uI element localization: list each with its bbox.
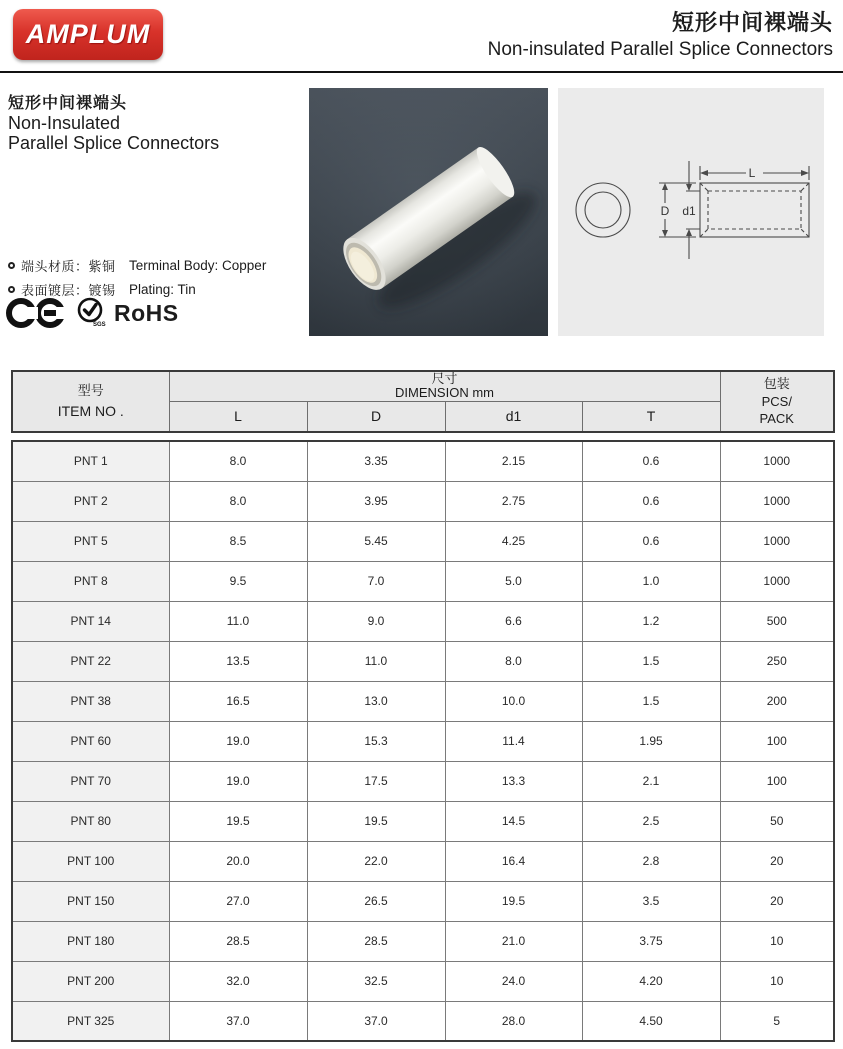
pack-cell: 10	[720, 961, 834, 1001]
pack-cell: 5	[720, 1001, 834, 1041]
pack-en-line1: PCS/	[761, 393, 792, 409]
dim-L-cell: 20.0	[169, 841, 307, 881]
splice-connector-photo	[309, 88, 548, 336]
item-no-cell: PNT 200	[12, 961, 169, 1001]
dim-d1-cell: 2.75	[445, 481, 582, 521]
dim-L-cell: 13.5	[169, 641, 307, 681]
dim-L-cell: 9.5	[169, 561, 307, 601]
diagram-inner-circle	[585, 192, 621, 228]
dim-D-cell: 32.5	[307, 961, 445, 1001]
diagram-label-L: L	[748, 166, 756, 180]
sgs-mark-text: SGS	[93, 322, 106, 328]
intro-text-block	[0, 88, 309, 336]
dim-L-cell: 8.5	[169, 521, 307, 561]
dim-L-cell: 32.0	[169, 961, 307, 1001]
dim-d1-cell: 5.0	[445, 561, 582, 601]
dim-L-cell: 37.0	[169, 1001, 307, 1041]
dim-d1-cell: 21.0	[445, 921, 582, 961]
item-no-cell: PNT 2	[12, 481, 169, 521]
dim-d1-cell: 6.6	[445, 601, 582, 641]
table-row	[12, 721, 834, 761]
table-row	[12, 841, 834, 881]
column-header-pack	[720, 371, 834, 432]
dimension-en: DIMENSION mm	[395, 385, 494, 401]
dim-T-cell: 2.1	[582, 761, 720, 801]
table-row	[12, 601, 834, 641]
diagram-label-d1: d1	[682, 204, 696, 218]
item-no-cell: PNT 60	[12, 721, 169, 761]
spec-plating-en: Plating: Tin	[129, 282, 196, 297]
dim-D-cell: 19.5	[307, 801, 445, 841]
product-title-en-line2: Parallel Splice Connectors	[8, 133, 220, 154]
column-header-dimension	[169, 371, 720, 401]
dimension-diagram	[558, 88, 824, 336]
column-header-T: T	[582, 401, 720, 432]
dim-D-cell: 3.35	[307, 441, 445, 481]
sgs-mark-icon	[74, 296, 108, 330]
page-header	[0, 0, 843, 73]
item-no-en: ITEM NO .	[57, 402, 124, 419]
dim-D-cell: 26.5	[307, 881, 445, 921]
dim-D-cell: 15.3	[307, 721, 445, 761]
pack-cell: 20	[720, 881, 834, 921]
dim-T-cell: 4.20	[582, 961, 720, 1001]
dim-T-cell: 3.75	[582, 921, 720, 961]
dim-d1-cell: 14.5	[445, 801, 582, 841]
ring-bullet-icon	[8, 286, 15, 293]
intro-section	[0, 88, 843, 336]
table-row	[12, 681, 834, 721]
dim-d1-cell: 8.0	[445, 641, 582, 681]
pack-cell: 100	[720, 761, 834, 801]
dim-T-cell: 2.8	[582, 841, 720, 881]
dim-D-cell: 9.0	[307, 601, 445, 641]
dim-T-cell: 0.6	[582, 481, 720, 521]
item-no-cell: PNT 100	[12, 841, 169, 881]
dim-D-cell: 3.95	[307, 481, 445, 521]
dim-L-cell: 11.0	[169, 601, 307, 641]
dim-T-cell: 0.6	[582, 441, 720, 481]
pack-cell: 200	[720, 681, 834, 721]
pack-cell: 1000	[720, 441, 834, 481]
ring-bullet-icon	[8, 262, 15, 269]
product-title-en-line1: Non-Insulated	[8, 113, 121, 133]
dim-L-cell: 8.0	[169, 441, 307, 481]
dim-L-cell: 28.5	[169, 921, 307, 961]
certification-logos	[6, 296, 179, 330]
table-row	[12, 481, 834, 521]
header-titles	[488, 6, 833, 61]
dim-d1-cell: 4.25	[445, 521, 582, 561]
spec-table-header	[11, 370, 835, 433]
dim-T-cell: 1.95	[582, 721, 720, 761]
dim-D-cell: 7.0	[307, 561, 445, 601]
pack-cell: 500	[720, 601, 834, 641]
pack-cell: 250	[720, 641, 834, 681]
item-no-cell: PNT 38	[12, 681, 169, 721]
spec-plating-zh: 表面镀层：镀锡	[21, 283, 116, 298]
item-no-cell: PNT 8	[12, 561, 169, 601]
pack-cell: 20	[720, 841, 834, 881]
table-row	[12, 801, 834, 841]
pack-cell: 1000	[720, 521, 834, 561]
item-no-cell: PNT 180	[12, 921, 169, 961]
item-no-cell: PNT 70	[12, 761, 169, 801]
dimension-zh: 尺寸	[431, 371, 458, 386]
dim-L-cell: 19.0	[169, 721, 307, 761]
pack-cell: 50	[720, 801, 834, 841]
dim-D-cell: 13.0	[307, 681, 445, 721]
table-row	[12, 1001, 834, 1041]
pack-cell: 100	[720, 721, 834, 761]
spec-table-body	[12, 441, 834, 1041]
dim-d1-cell: 24.0	[445, 961, 582, 1001]
product-photo	[309, 88, 548, 336]
product-title-zh: 短形中间裸端头	[8, 95, 128, 112]
dim-L-cell: 8.0	[169, 481, 307, 521]
column-header-item-no	[12, 371, 169, 432]
dim-T-cell: 1.0	[582, 561, 720, 601]
pack-cell: 10	[720, 921, 834, 961]
pack-cell: 1000	[720, 561, 834, 601]
column-header-L: L	[169, 401, 307, 432]
table-row	[12, 881, 834, 921]
dim-L-cell: 27.0	[169, 881, 307, 921]
column-header-D: D	[307, 401, 445, 432]
item-no-cell: PNT 14	[12, 601, 169, 641]
dim-d1-cell: 10.0	[445, 681, 582, 721]
spec-line-material	[8, 256, 266, 275]
item-no-cell: PNT 1	[12, 441, 169, 481]
diagram-label-D: D	[660, 204, 670, 218]
dim-L-cell: 19.0	[169, 761, 307, 801]
pack-en-line2: PACK	[759, 411, 794, 427]
diagram-outer-circle	[576, 183, 630, 237]
dim-L-cell: 16.5	[169, 681, 307, 721]
dim-d1-cell: 28.0	[445, 1001, 582, 1041]
dim-d1-cell: 19.5	[445, 881, 582, 921]
item-no-cell: PNT 5	[12, 521, 169, 561]
dim-D-cell: 22.0	[307, 841, 445, 881]
item-no-cell: PNT 22	[12, 641, 169, 681]
table-row	[12, 921, 834, 961]
table-row	[12, 641, 834, 681]
dim-T-cell: 3.5	[582, 881, 720, 921]
dim-d1-cell: 16.4	[445, 841, 582, 881]
dim-d1-cell: 11.4	[445, 721, 582, 761]
dim-d1-cell: 2.15	[445, 441, 582, 481]
table-row	[12, 761, 834, 801]
table-row	[12, 961, 834, 1001]
dim-T-cell: 4.50	[582, 1001, 720, 1041]
dim-D-cell: 28.5	[307, 921, 445, 961]
dim-d1-cell: 13.3	[445, 761, 582, 801]
spec-material-zh: 端头材质：紫铜	[21, 259, 116, 274]
dim-T-cell: 1.5	[582, 681, 720, 721]
dim-D-cell: 37.0	[307, 1001, 445, 1041]
table-row	[12, 521, 834, 561]
dim-T-cell: 2.5	[582, 801, 720, 841]
dim-T-cell: 1.5	[582, 641, 720, 681]
item-no-cell: PNT 80	[12, 801, 169, 841]
page-title-zh: 短形中间裸端头	[671, 10, 833, 35]
ce-mark-icon	[6, 297, 68, 329]
spec-material-en: Terminal Body: Copper	[129, 258, 267, 273]
item-no-zh: 型号	[77, 382, 104, 398]
item-no-cell: PNT 325	[12, 1001, 169, 1041]
brand-logo-text: AMPLUM	[25, 19, 151, 49]
dim-T-cell: 0.6	[582, 521, 720, 561]
dim-D-cell: 5.45	[307, 521, 445, 561]
page-title-en: Non-insulated Parallel Splice Connectors	[487, 39, 833, 60]
spec-table	[11, 440, 835, 1042]
dim-T-cell: 1.2	[582, 601, 720, 641]
dim-D-cell: 17.5	[307, 761, 445, 801]
table-row	[12, 441, 834, 481]
table-row	[12, 561, 834, 601]
pack-zh: 包装	[763, 376, 790, 392]
pack-cell: 1000	[720, 481, 834, 521]
dim-D-cell: 11.0	[307, 641, 445, 681]
rohs-label: RoHS	[114, 299, 179, 326]
item-no-cell: PNT 150	[12, 881, 169, 921]
brand-logo	[13, 9, 163, 60]
column-header-d1: d1	[445, 401, 582, 432]
dim-L-cell: 19.5	[169, 801, 307, 841]
